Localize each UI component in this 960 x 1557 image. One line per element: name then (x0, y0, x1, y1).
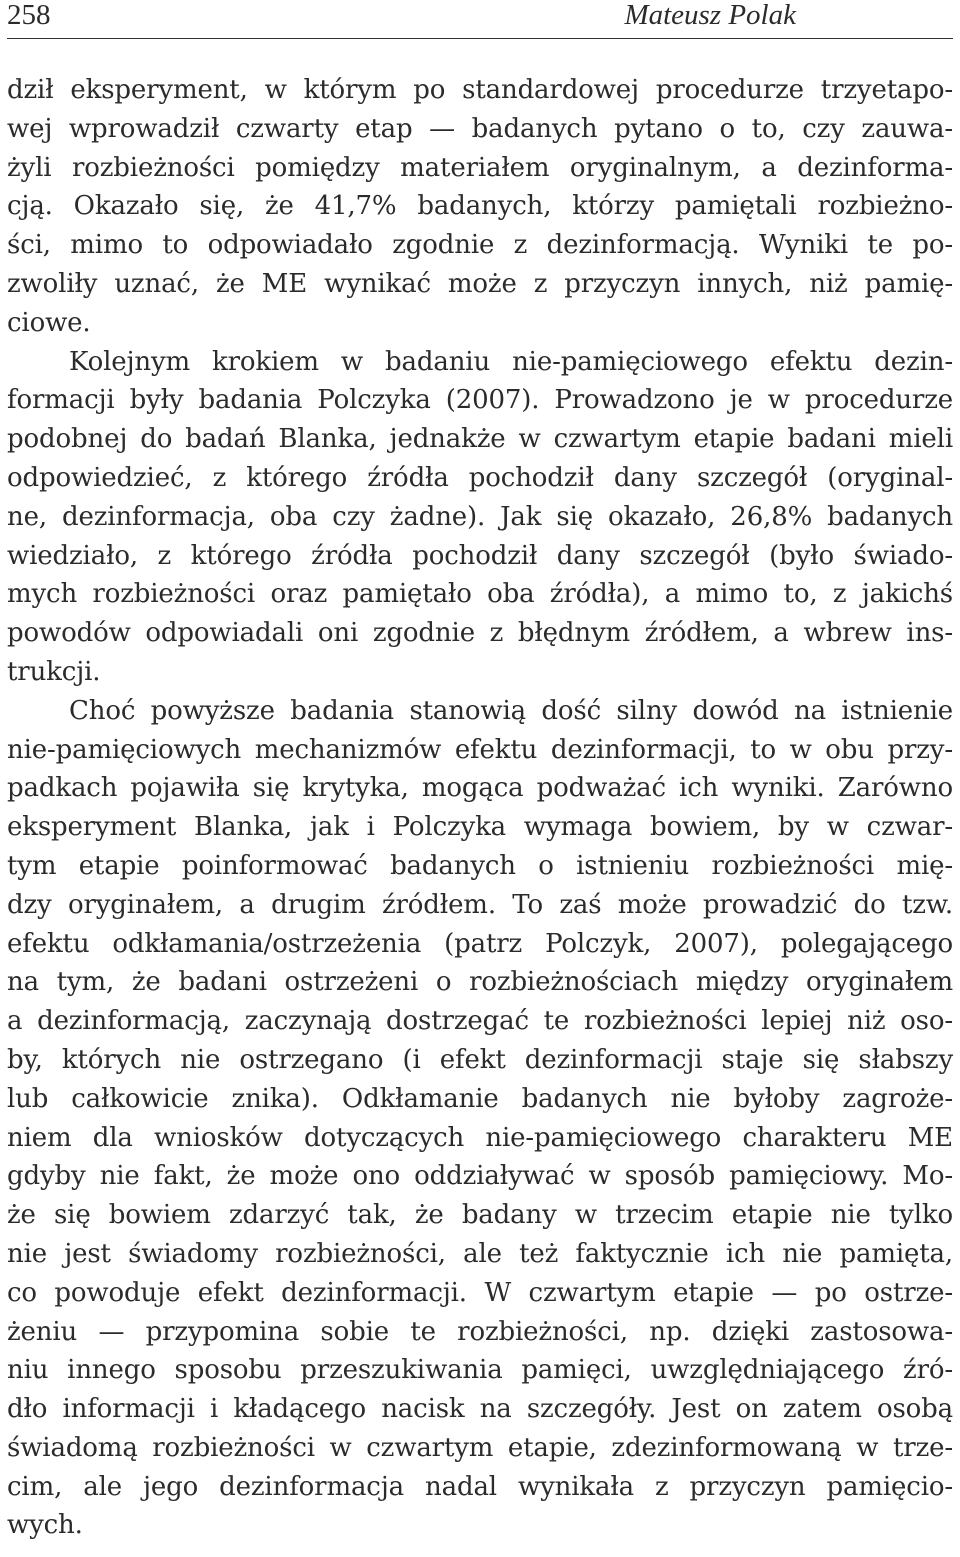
page-number: 258 (7, 0, 51, 31)
paragraph (7, 71, 953, 343)
text-line: Choć powyższe badania stanowią dość silny dowód na istnienie (69, 695, 953, 726)
text-line: co powoduje efekt dezinformacji. W czwartym etapie — po ostrze- (7, 1277, 953, 1308)
header-rule (7, 38, 953, 39)
text-line: padkach pojawiła się krytyka, mogąca podważać ich wyniki. Zarówno (7, 773, 953, 804)
text-line: wej wprowadził czwarty etap — badanych pytano o to, czy zauwa- (7, 113, 953, 144)
text-line: eksperyment Blanka, jak i Polczyka wymaga bowiem, by w czwar- (7, 812, 953, 843)
text-line: gdyby nie fakt, że może ono oddziaływać w sposób pamięciowy. Mo- (7, 1161, 953, 1192)
text-line: cją. Okazało się, że 41,7% badanych, którzy pamiętali rozbieżno- (7, 191, 953, 222)
text-line: lub całkowicie znika). Odkłamanie badanych nie byłoby zagroże- (7, 1083, 953, 1114)
paragraph (7, 343, 953, 692)
text-line: niem dla wniosków dotyczących nie-pamięciowego charakteru ME (7, 1122, 953, 1153)
text-line: żyli rozbieżności pomiędzy materiałem oryginalnym, a dezinforma- (7, 152, 953, 183)
text-line: żeniu — przypomina sobie te rozbieżności, np. dzięki zastosowa- (7, 1316, 953, 1347)
text-line: tym etapie poinformować badanych o istnieniu rozbieżności mię- (7, 850, 953, 881)
text-line: niu innego sposobu przeszukiwania pamięci, uwzględniającego źró- (7, 1355, 953, 1386)
text-line: a dezinformacją, zaczynają dostrzegać te rozbieżności lepiej niż oso- (7, 1006, 953, 1037)
text-line: formacji były badania Polczyka (2007). Prowadzono je w procedurze (7, 385, 953, 416)
text-line: powodów odpowiadali oni zgodnie z błędnym źródłem, a wbrew ins- (7, 618, 953, 649)
text-line: dził eksperyment, w którym po standardowej procedurze trzyetapo- (7, 75, 953, 105)
text-line: by, których nie ostrzegano (i efekt dezinformacji staje się słabszy (7, 1044, 953, 1075)
text-line: na tym, że badani ostrzeżeni o rozbieżnościach między oryginałem (7, 967, 953, 998)
text-line: świadomą rozbieżności w czwartym etapie, zdezinformowaną w trze- (7, 1432, 953, 1463)
text-line: wych. (7, 1510, 83, 1541)
text-line: cim, ale jego dezinformacja nadal wynikała z przyczyn pamięcio- (7, 1471, 953, 1502)
text-line: że się bowiem zdarzyć tak, że badany w trzecim etapie nie tylko (7, 1200, 953, 1231)
text-line: ne, dezinformacja, oba czy żadne). Jak się okazało, 26,8% badanych (7, 501, 953, 532)
text-line: podobnej do badań Blanka, jednakże w czwartym etapie badani mieli (7, 424, 953, 455)
text-line: zwoliły uznać, że ME wynikać może z przyczyn innych, niż pamię- (7, 268, 953, 299)
paragraph (7, 692, 953, 1546)
text-line: efektu odkłamania/ostrzeżenia (patrz Polczyk, 2007), polegającego (7, 928, 953, 959)
text-line: mych rozbieżności oraz pamiętało oba źródła), a mimo to, z jakichś (7, 579, 953, 610)
text-line: dło informacji i kładącego nacisk na szczegóły. Jest on zatem osobą (7, 1394, 953, 1425)
text-line: ciowe. (7, 307, 91, 338)
text-line: odpowiedzieć, z którego źródła pochodził dany szczegół (oryginal- (7, 462, 953, 493)
text-line: nie-pamięciowych mechanizmów efektu dezinformacji, to w obu przy- (7, 734, 953, 765)
text-line: trukcji. (7, 656, 101, 687)
body-text (7, 71, 953, 1545)
text-line: wiedziało, z którego źródła pochodził dany szczegół (było świado- (7, 540, 953, 571)
text-line: Kolejnym krokiem w badaniu nie-pamięciowego efektu dezin- (69, 346, 953, 377)
text-line: nie jest świadomy rozbieżności, ale też faktycznie ich nie pamięta, (7, 1238, 953, 1269)
text-line: ści, mimo to odpowiadało zgodnie z dezinformacją. Wyniki te po- (7, 230, 953, 261)
running-header (7, 0, 953, 34)
running-author: Mateusz Polak (624, 0, 796, 31)
text-line: dzy oryginałem, a drugim źródłem. To zaś może prowadzić do tzw. (7, 889, 953, 920)
